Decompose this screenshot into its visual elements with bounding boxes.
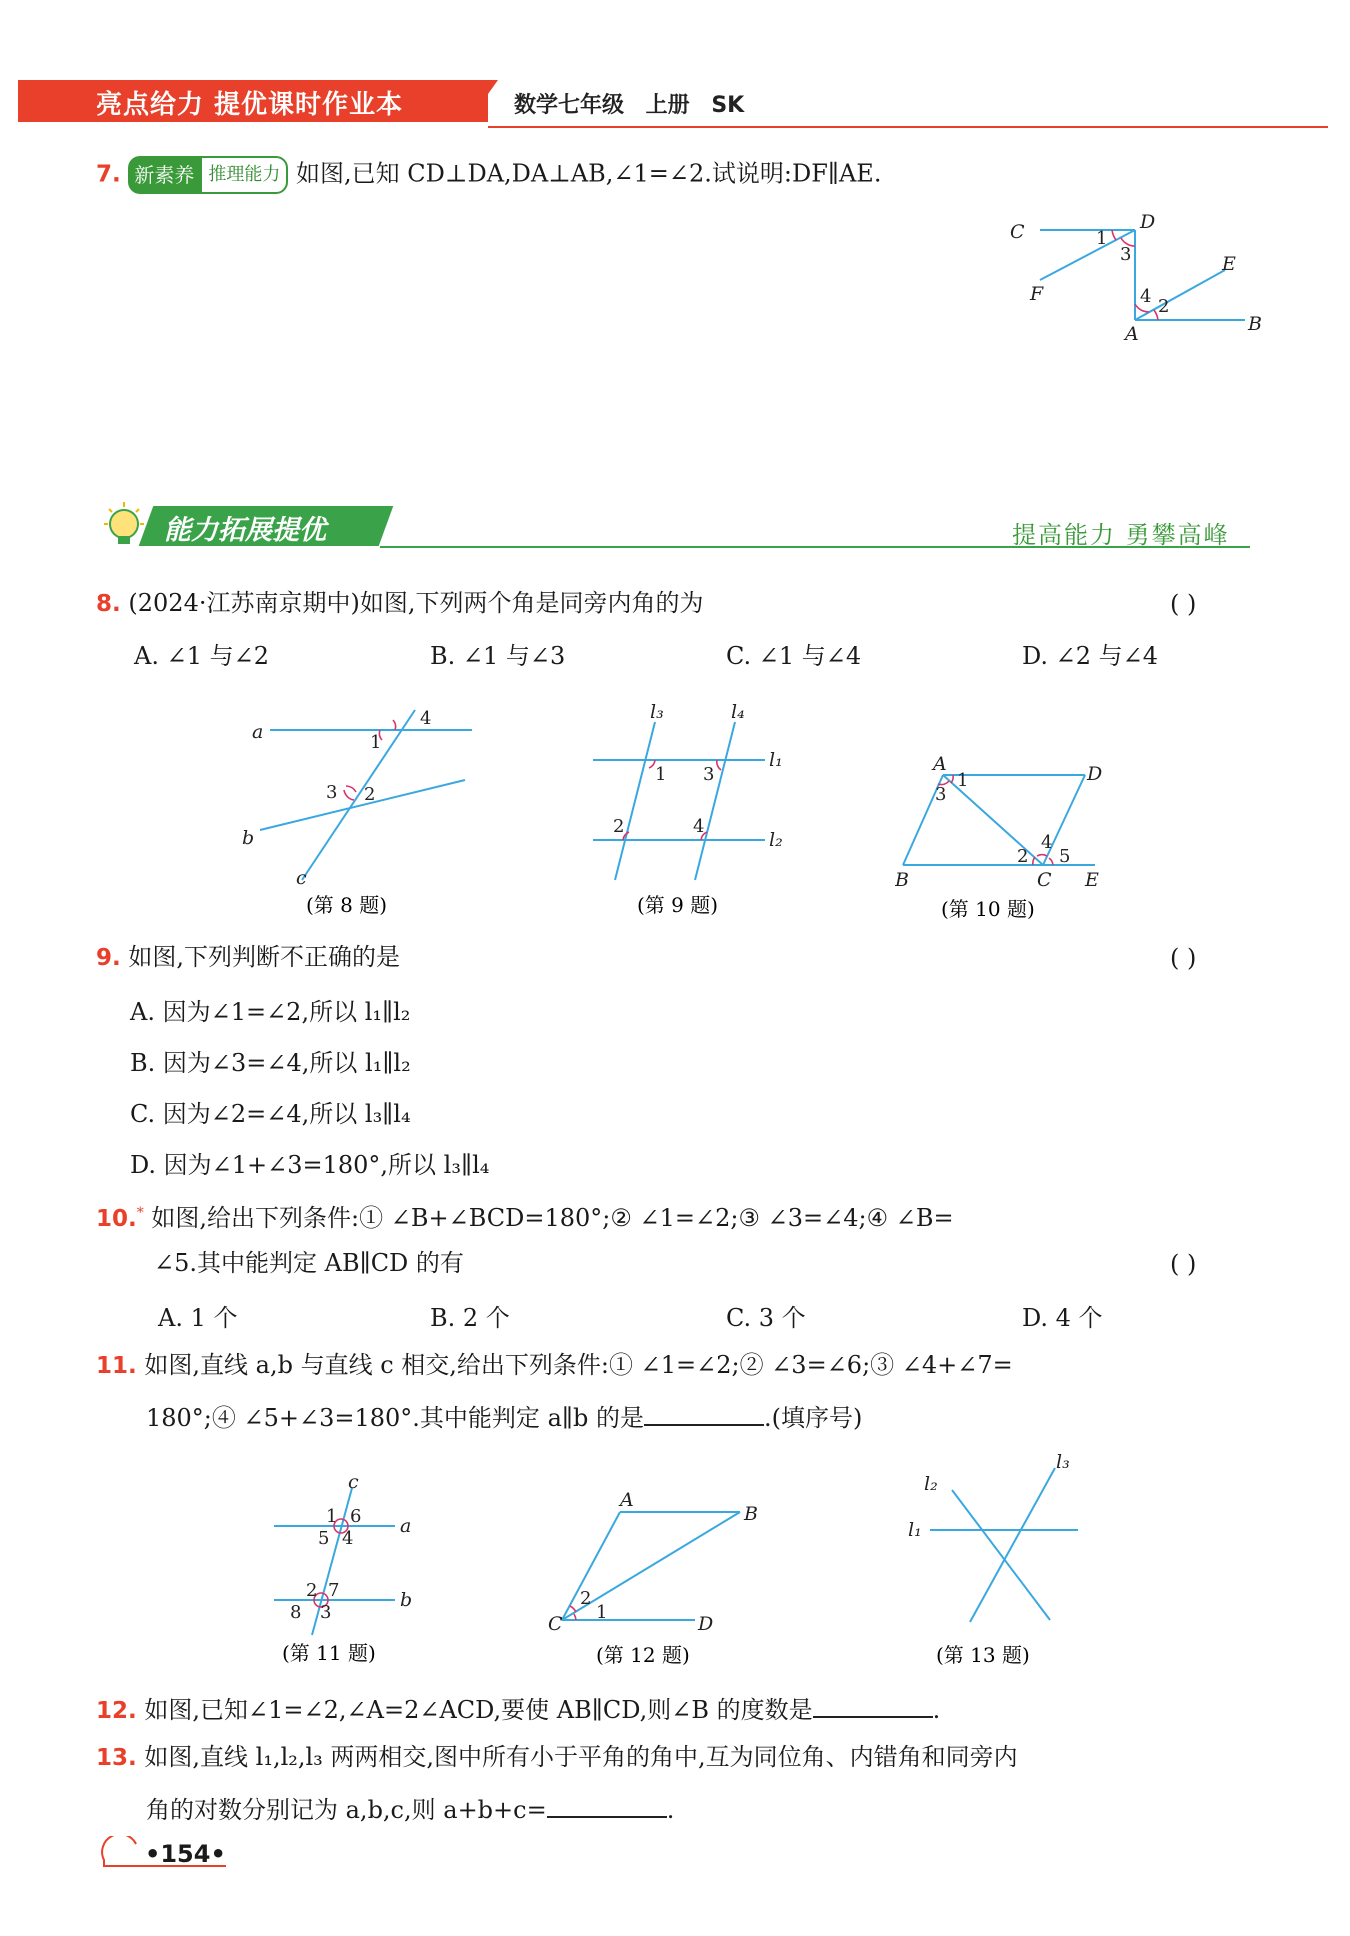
header-subject: 数学七年级 上册 SK: [514, 93, 745, 118]
fig12-angle-2: 2: [580, 1588, 592, 1609]
figure-q9: [585, 700, 805, 920]
question-13-number: 13.: [96, 1745, 137, 1771]
fig12-label-C: C: [548, 1613, 563, 1635]
figure-q12: [540, 1490, 780, 1670]
question-13-answer-blank[interactable]: [547, 1790, 667, 1818]
question-11-line2: [146, 1398, 862, 1435]
fig8-label-b: b: [242, 827, 255, 849]
fig9-label-l2: l₂: [769, 829, 783, 851]
fig10-label-E: E: [1085, 869, 1099, 891]
header-band-tip: [468, 80, 498, 122]
fig9-label-l1: l₁: [769, 749, 783, 771]
question-7-text: 如图,已知 CD⊥DA,DA⊥AB,∠1=∠2.试说明:DF∥AE.: [296, 159, 882, 188]
question-10-option-d: D. 4 个: [1022, 1304, 1103, 1332]
question-10-text-line1: 如图,给出下列条件:① ∠B+∠BCD=180°;② ∠1=∠2;③ ∠3=∠4;④ ∠B=: [151, 1204, 954, 1232]
question-10-number: 10.: [96, 1206, 137, 1232]
figure-q8: [240, 700, 490, 920]
question-10-answer-paren: ( ): [1170, 1250, 1197, 1278]
fig8-angle-2: 2: [364, 784, 376, 805]
question-8: [96, 586, 703, 621]
fig11-label-c: c: [348, 1471, 359, 1493]
question-9-option-b: B. 因为∠3=∠4,所以 l₁∥l₂: [130, 1049, 411, 1077]
fig10-angle-2: 2: [1017, 846, 1029, 867]
question-13-line2: [146, 1790, 674, 1827]
section-title: 能力拓展提优: [164, 515, 326, 546]
figure-q13: [900, 1450, 1100, 1670]
fig12-label-A: A: [620, 1490, 634, 1511]
question-9-text: 如图,下列判断不正确的是: [128, 943, 401, 971]
fig11-caption: (第 11 题): [282, 1641, 376, 1665]
question-8-option-d: D. ∠2 与∠4: [1022, 642, 1159, 670]
question-8-option-b: B. ∠1 与∠3: [430, 642, 566, 670]
tag-reasoning: 推理能力: [200, 156, 288, 194]
fig11-angle-1: 1: [326, 1506, 338, 1527]
fig9-label-l3: l₃: [650, 701, 664, 723]
figure-q11: [260, 1470, 440, 1670]
question-9-number: 9.: [96, 945, 121, 971]
question-10: [96, 1196, 954, 1236]
question-13-text-line2: 角的对数分别记为 a,b,c,则 a+b+c=: [146, 1796, 547, 1824]
fig11-angle-6: 6: [350, 1506, 362, 1527]
fig11-angle-7: 7: [328, 1580, 340, 1601]
fig8-label-a: a: [252, 721, 264, 743]
question-9-option-a: A. 因为∠1=∠2,所以 l₁∥l₂: [130, 998, 411, 1026]
fig10-angle-1: 1: [957, 770, 969, 791]
header-rule: [488, 126, 1328, 128]
q7-angle-4: 4: [1140, 286, 1152, 307]
question-13: [96, 1740, 1018, 1775]
q7-label-F: F: [1030, 283, 1044, 305]
fig10-label-D: D: [1087, 763, 1103, 785]
q7-label-C: C: [1010, 221, 1025, 243]
question-8-option-c: C. ∠1 与∠4: [726, 642, 862, 670]
fig8-angle-1: 1: [370, 732, 382, 753]
fig11-angle-3: 3: [320, 1602, 332, 1623]
fig9-angle-2: 2: [613, 816, 625, 837]
q7-angle-1: 1: [1096, 228, 1108, 249]
question-12-text: 如图,已知∠1=∠2,∠A=2∠ACD,要使 AB∥CD,则∠B 的度数是: [144, 1696, 813, 1724]
tag-new-literacy: 新素养: [128, 156, 200, 194]
figure-q7: [1000, 210, 1280, 350]
fig13-label-l3: l₃: [1056, 1451, 1070, 1473]
question-11-number: 11.: [96, 1353, 137, 1379]
question-9-option-d: D. 因为∠1+∠3=180°,所以 l₃∥l₄: [130, 1151, 490, 1179]
header-series-title: 亮点给力 提优课时作业本: [96, 90, 404, 120]
question-8-number: 8.: [96, 591, 121, 617]
fig8-angle-4: 4: [420, 708, 432, 729]
fig11-label-a: a: [400, 1515, 412, 1537]
fig9-angle-3: 3: [703, 764, 715, 785]
question-9: [96, 940, 400, 975]
q7-label-A: A: [1125, 323, 1139, 345]
question-10-text-line2: ∠5.其中能判定 AB∥CD 的有: [154, 1249, 464, 1277]
section-motto: 提高能力 勇攀高峰: [1012, 521, 1230, 549]
figure-q10: [895, 740, 1115, 930]
fig11-angle-2: 2: [306, 1580, 318, 1601]
fig11-angle-5: 5: [318, 1528, 330, 1549]
question-8-text: (2024·江苏南京期中)如图,下列两个角是同旁内角的为: [128, 589, 704, 617]
q7-label-B: B: [1248, 313, 1262, 335]
question-10-option-b: B. 2 个: [430, 1304, 510, 1332]
fig13-caption: (第 13 题): [936, 1643, 1030, 1667]
fig9-caption: (第 9 题): [637, 893, 719, 917]
fig12-caption: (第 12 题): [596, 1643, 690, 1667]
fig10-label-A: A: [933, 753, 947, 775]
q7-label-E: E: [1222, 253, 1236, 275]
question-9-answer-paren: ( ): [1170, 944, 1197, 972]
fig12-label-B: B: [744, 1503, 758, 1525]
question-8-option-a: A. ∠1 与∠2: [134, 642, 269, 670]
fig9-angle-4: 4: [693, 816, 705, 837]
question-11-text-line1: 如图,直线 a,b 与直线 c 相交,给出下列条件:① ∠1=∠2;② ∠3=∠6;③ ∠4+∠7=: [144, 1351, 1013, 1379]
question-11-text-end: .(填序号): [763, 1404, 863, 1432]
question-13-text-line1: 如图,直线 l₁,l₂,l₃ 两两相交,图中所有小于平角的角中,互为同位角、内错角和同旁内: [144, 1743, 1018, 1771]
fig10-caption: (第 10 题): [941, 897, 1035, 921]
question-11-text-line2: 180°;④ ∠5+∠3=180°.其中能判定 a∥b 的是: [146, 1404, 644, 1432]
q7-angle-3: 3: [1120, 244, 1132, 265]
question-12: [96, 1690, 940, 1728]
fig11-angle-4: 4: [342, 1528, 354, 1549]
question-11: [96, 1348, 1013, 1383]
fig11-angle-8: 8: [290, 1602, 302, 1623]
fig13-label-l1: l₁: [908, 1519, 922, 1541]
fig8-caption: (第 8 题): [306, 893, 388, 917]
fig8-label-c: c: [296, 867, 307, 889]
fig10-label-B: B: [895, 869, 909, 891]
q7-label-D: D: [1140, 211, 1156, 233]
question-12-number: 12.: [96, 1698, 137, 1724]
question-8-answer-paren: ( ): [1170, 590, 1197, 618]
question-10-star: *: [136, 1205, 144, 1221]
question-10-option-c: C. 3 个: [726, 1304, 806, 1332]
page-number: •154•: [145, 1840, 226, 1868]
question-9-option-c: C. 因为∠2=∠4,所以 l₃∥l₄: [130, 1100, 411, 1128]
fig9-angle-1: 1: [655, 764, 667, 785]
fig10-angle-3: 3: [935, 784, 947, 805]
question-11-answer-blank[interactable]: [644, 1398, 764, 1426]
question-10-option-a: A. 1 个: [158, 1304, 238, 1332]
fig9-label-l4: l₄: [731, 701, 745, 723]
fig12-angle-1: 1: [596, 1602, 608, 1623]
question-12-answer-blank[interactable]: [813, 1690, 933, 1718]
fig8-angle-3: 3: [326, 782, 338, 803]
q7-angle-2: 2: [1158, 296, 1170, 317]
fig10-angle-4: 4: [1041, 832, 1053, 853]
fig10-angle-5: 5: [1059, 846, 1071, 867]
question-7-number: 7.: [96, 161, 121, 188]
question-13-end: .: [666, 1796, 675, 1824]
question-7: [96, 156, 881, 194]
fig11-label-b: b: [400, 1589, 413, 1611]
fig10-label-C: C: [1037, 869, 1052, 891]
question-12-end: .: [932, 1696, 941, 1724]
fig12-label-D: D: [698, 1613, 714, 1635]
fig13-label-l2: l₂: [924, 1473, 938, 1495]
